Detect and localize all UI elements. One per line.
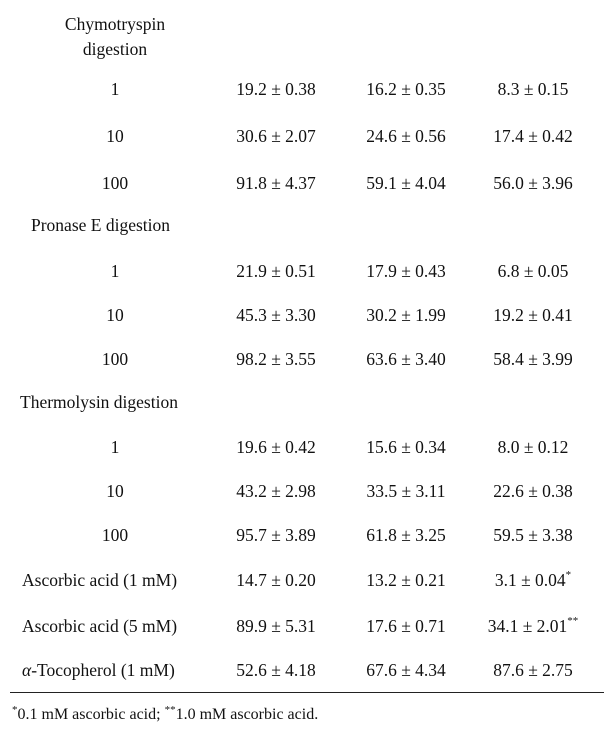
cell-value: 61.8 ± 3.25 <box>366 525 446 545</box>
cell-value: 34.1 ± 2.01 <box>487 616 568 636</box>
row-label: 10 <box>106 126 124 146</box>
cell-value: 17.4 ± 0.42 <box>493 126 573 146</box>
cell-value: 22.6 ± 0.38 <box>493 481 573 501</box>
cell-value: 24.6 ± 0.56 <box>366 126 446 146</box>
footnote-text: 1.0 mM ascorbic acid. <box>175 706 319 723</box>
cell-value: 13.2 ± 0.21 <box>366 570 446 590</box>
cell-value: 30.6 ± 2.07 <box>236 126 316 146</box>
footnote-mark: * <box>12 704 18 716</box>
greek-alpha: α <box>22 660 32 680</box>
cell-value: 14.7 ± 0.20 <box>236 570 316 590</box>
cell-value: 3.1 ± 0.04 <box>494 570 566 590</box>
cell-value: 67.6 ± 4.34 <box>366 660 446 680</box>
row-label: Ascorbic acid (1 mM) <box>22 570 178 590</box>
row-label: 1 <box>110 79 120 99</box>
table-footnote <box>12 706 318 724</box>
row-label: 10 <box>106 305 124 325</box>
cell-value: 87.6 ± 2.75 <box>493 660 573 680</box>
cell-value: 19.6 ± 0.42 <box>236 437 316 457</box>
cell-value: 56.0 ± 3.96 <box>493 173 573 193</box>
row-label-text: -Tocopherol (1 mM) <box>31 660 175 680</box>
section-title-chymotrypsin-line2: digestion <box>82 39 148 59</box>
cell-value: 30.2 ± 1.99 <box>366 305 446 325</box>
footnote-text: 0.1 mM ascorbic acid; <box>17 706 165 723</box>
cell-value: 63.6 ± 3.40 <box>366 349 446 369</box>
cell-value: 6.8 ± 0.05 <box>497 261 569 281</box>
cell-value: 91.8 ± 4.37 <box>236 173 316 193</box>
cell-value: 59.5 ± 3.38 <box>493 525 573 545</box>
section-title-pronase: Pronase E digestion <box>31 215 171 235</box>
cell-value-with-mark <box>458 615 608 636</box>
footnote-mark: ** <box>567 615 579 627</box>
cell-value: 8.0 ± 0.12 <box>497 437 569 457</box>
cell-value: 45.3 ± 3.30 <box>236 305 316 325</box>
table-bottom-rule <box>10 692 604 693</box>
cell-value: 8.3 ± 0.15 <box>497 79 569 99</box>
row-label: 1 <box>110 261 120 281</box>
cell-value: 19.2 ± 0.38 <box>236 79 316 99</box>
row-label <box>22 662 175 680</box>
cell-value: 89.9 ± 5.31 <box>236 616 316 636</box>
cell-value: 15.6 ± 0.34 <box>366 437 446 457</box>
cell-value: 59.1 ± 4.04 <box>366 173 446 193</box>
cell-value: 19.2 ± 0.41 <box>493 305 573 325</box>
row-label: Ascorbic acid (5 mM) <box>22 616 178 636</box>
row-label: 100 <box>101 349 129 369</box>
row-label: 10 <box>106 481 124 501</box>
row-label: 100 <box>101 525 129 545</box>
footnote-mark: ** <box>164 704 176 716</box>
cell-value: 98.2 ± 3.55 <box>236 349 316 369</box>
cell-value-with-mark <box>458 569 608 590</box>
footnote-mark: * <box>565 569 572 581</box>
cell-value: 21.9 ± 0.51 <box>236 261 316 281</box>
section-title-chymotrypsin-line1: Chymotryspin <box>64 14 166 34</box>
cell-value: 33.5 ± 3.11 <box>366 481 446 501</box>
cell-value: 17.9 ± 0.43 <box>366 261 446 281</box>
cell-value: 95.7 ± 3.89 <box>236 525 316 545</box>
cell-value: 43.2 ± 2.98 <box>236 481 316 501</box>
row-label: 100 <box>101 173 129 193</box>
section-title-thermolysin: Thermolysin digestion <box>20 392 178 412</box>
cell-value: 52.6 ± 4.18 <box>236 660 316 680</box>
cell-value: 16.2 ± 0.35 <box>366 79 446 99</box>
cell-value: 58.4 ± 3.99 <box>493 349 573 369</box>
cell-value: 17.6 ± 0.71 <box>366 616 446 636</box>
row-label: 1 <box>110 437 120 457</box>
